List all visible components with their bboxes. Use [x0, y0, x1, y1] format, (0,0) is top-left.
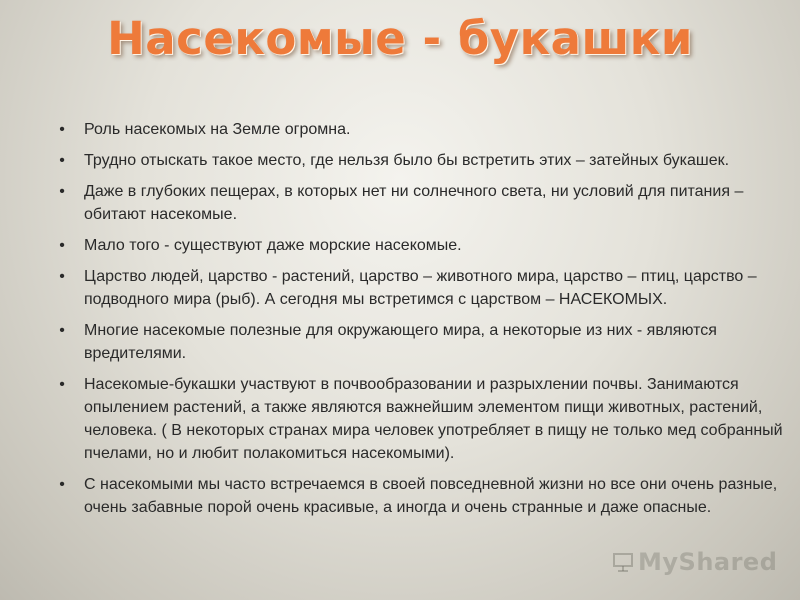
bullet-text: С насекомыми мы часто встречаемся в своей повседневной жизни но все они очень разные, очень забавные порой очень красивые, а иногда и очень странные и даже опасные.: [84, 476, 778, 516]
bullet-dot-icon: •: [59, 376, 65, 393]
bullet-dot-icon: •: [59, 268, 65, 285]
bullet-text: Многие насекомые полезные для окружающего мира, а некоторые из них - являются вредителями.: [84, 322, 717, 362]
bullet-dot-icon: •: [59, 476, 65, 493]
bullet-text: Даже в глубоких пещерах, в которых нет ни солнечного света, ни условий для питания – обитают насекомые.: [84, 183, 744, 223]
bullet-item: [56, 319, 791, 365]
bullet-dot-icon: •: [59, 322, 65, 339]
bullet-item: [56, 265, 791, 311]
bullet-dot-icon: •: [59, 183, 65, 200]
watermark-text: MyShared: [638, 548, 778, 576]
bullet-dot-icon: •: [59, 121, 65, 138]
slide-title: Насекомые - букашки: [107, 12, 693, 65]
bullet-text: Царство людей, царство - растений, царство – животного мира, царство – птиц, царство –подводного мира (рыб). А сегодня мы встретимся с царством – НАСЕКОМЫХ.: [84, 268, 757, 308]
watermark: [612, 548, 777, 576]
bullet-item: [56, 234, 791, 257]
bullet-item: [56, 118, 791, 141]
bullet-text: Насекомые-букашки участвуют в почвообразовании и разрыхлении почвы. Занимаются опылением растений, а также являются важнейшим элементом пищи животных, растений, человека. ( В некоторых странах мира человек употребляет в пищу не только мед собранный пчелами, но и любит полакомиться насекомыми).: [84, 376, 783, 462]
bullet-item: [56, 180, 791, 226]
bullet-text: Трудно отыскать такое место, где нельзя было бы встретить этих – затейных букашек.: [84, 152, 730, 169]
bullet-item: [56, 473, 791, 519]
bullet-text: Мало того - существуют даже морские насекомые.: [84, 237, 462, 254]
bullet-dot-icon: •: [59, 152, 65, 169]
bullet-item: [56, 149, 791, 172]
presentation-board-icon: [612, 551, 634, 573]
bullet-text: Роль насекомых на Земле огромна.: [84, 121, 351, 138]
bullet-dot-icon: •: [59, 237, 65, 254]
bullet-item: [56, 373, 791, 465]
bullet-list: [56, 118, 791, 527]
